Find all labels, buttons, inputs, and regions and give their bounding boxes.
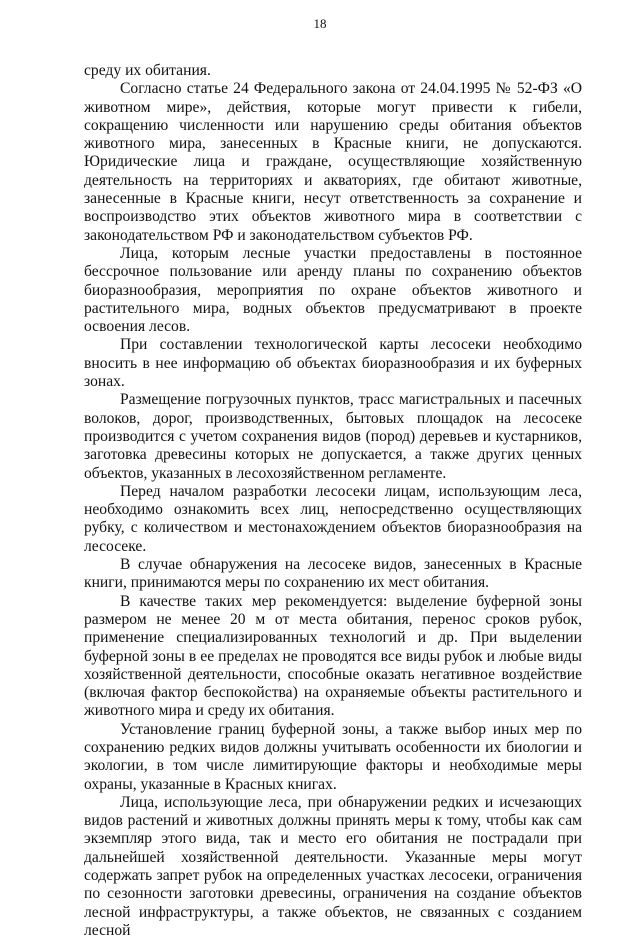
paragraph-buffer-boundaries: Установление границ буферной зоны, а также выбор иных мер по сохранению редких видов должны учитывать особенности их биологии и экологии, в том числе лимитирующие факторы и необходимые меры охраны, указанные в Красных книгах.	[84, 720, 582, 793]
paragraph-continuation: среду их обитания.	[84, 62, 211, 79]
paragraph-red-book-detection: В случае обнаружения на лесосеке видов, занесенных в Красные книги, принимаются меры по сохранению их мест обитания.	[84, 556, 582, 592]
paragraph-law-article: Согласно статье 24 Федерального закона от 24.04.1995 № 52-ФЗ «О животном мире», действия, которые могут привести к гибели, сокращению численности или нарушению среды обитания объектов животного мира, занесенных в Красные книги, не допускаются. Юридические лица и граждане, осуществляющие хозяйственную деятельность на территориях и акваториях, где обитают животные, занесенные в Красные книги, несут ответственность за сохранение и воспроизводство этих объектов животного мира в соответствии с законодательством РФ и законодательством субъектов РФ.	[84, 80, 582, 244]
paragraph-rare-species: Лица, использующие леса, при обнаружении редких и исчезающих видов растений и животных должны принять меры к тому, чтобы как сам экземпляр этого вида, так и место его обитания не пострадали при дальнейшей хозяйственной деятельности. Указанные меры могут содержать запрет рубок на определенных участках лесосеки, ограничения по сезонности заготовки древесины, ограничения на создание объектов лесной инфраструктуры, а также объектов, не связанных с созданием лесной	[84, 793, 582, 939]
page-number: 18	[313, 16, 327, 31]
paragraph-before-logging: Перед началом разработки лесосеки лицам, использующим леса, необходимо ознакомить всех лиц, непосредственно осуществляющих рубку, с количеством и местонахождением объектов биоразнообразия на лесосеке.	[84, 482, 582, 555]
paragraph-placement: Размещение погрузочных пунктов, трасс магистральных и пасечных волоков, дорог, производственных, бытовых площадок на лесосеке производится с учетом сохранения видов (пород) деревьев и кустарников, заготовка древесины которых не допускается, а также других ценных объектов, указанных в лесохозяйственном регламенте.	[84, 391, 582, 482]
paragraph-buffer-measures: В качестве таких мер рекомендуется: выделение буферной зоны размером не менее 20 м от места обитания, перенос сроков рубок, применение специализированных технологий и др. При выделении буферной зоны в ее пределах не проводятся все виды рубок и любые виды хозяйственной деятельности, способные оказать негативное воздействие (включая фактор беспокойства) на охраняемые объекты растительного и животного мира и среду их обитания.	[84, 592, 582, 720]
paragraph-forest-users: Лица, которым лесные участки предоставлены в постоянное бессрочное пользование или аренду планы по сохранению объектов биоразнообразия, мероприятия по охране объектов животного и растительного мира, водных объектов предусматривают в проекте освоения лесов.	[84, 244, 582, 336]
document-body	[84, 62, 582, 940]
paragraph-tech-map: При составлении технологической карты лесосеки необходимо вносить в нее информацию об объектах биоразнообразия и их буферных зонах.	[84, 336, 582, 391]
